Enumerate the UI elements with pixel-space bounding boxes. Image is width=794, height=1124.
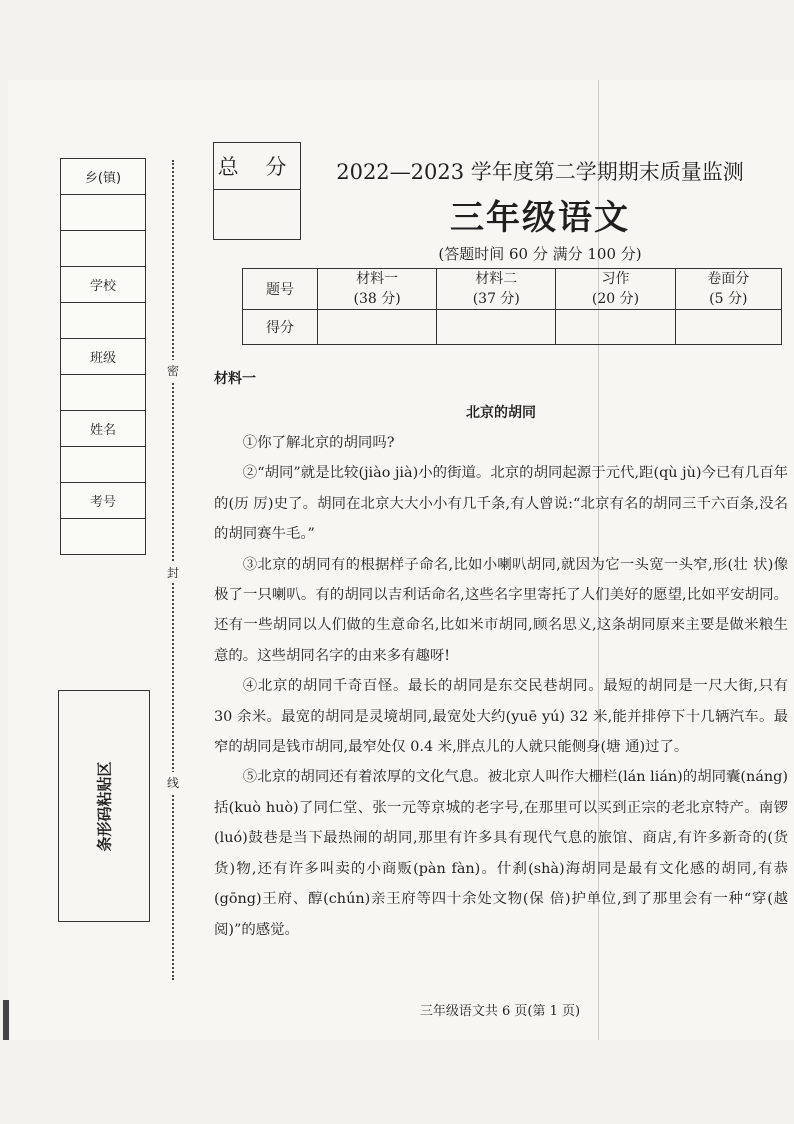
section-label: 材料一	[214, 371, 256, 387]
col-name: 材料二	[475, 271, 518, 287]
exam-number-label: 考号	[61, 483, 145, 519]
edge-mark	[3, 1000, 9, 1040]
school-field[interactable]	[61, 303, 145, 339]
paragraph-3: ③北京的胡同有的根据样子命名,比如小喇叭胡同,就因为它一头宽一头窄,形(壮 状)像极了一只喇叭。有的胡同以吉利话命名,这些名字里寄托了人们美好的愿望,比如平安胡同。还有一些胡同以人们做的生意命名,比如米市胡同,顾名思义,这条胡同原来主要是做米粮生意的。这些胡同名字的由来多有趣呀!	[214, 556, 788, 664]
barcode-area	[58, 690, 150, 922]
score-cell[interactable]	[556, 310, 675, 345]
col-points: (20 分)	[591, 291, 640, 307]
article-title: 北京的胡同	[466, 405, 536, 421]
seal-char-mi: 密	[167, 360, 179, 381]
paragraph-1: ①你了解北京的胡同吗?	[242, 435, 395, 451]
col-name: 习作	[601, 271, 630, 287]
score-cell[interactable]	[318, 310, 437, 345]
score-col-neatness	[675, 269, 781, 310]
col-name: 卷面分	[707, 271, 750, 287]
town-field-extra[interactable]	[61, 231, 145, 267]
score-col-material2	[437, 269, 556, 310]
score-row-header: 得分	[243, 310, 318, 345]
exam-title: 2022—2023 学年度第二学期期末质量监测	[336, 160, 744, 184]
name-field[interactable]	[61, 447, 145, 483]
score-table	[242, 268, 782, 345]
question-number-header: 题号	[243, 269, 318, 310]
col-points: (37 分)	[472, 291, 520, 307]
school-label: 学校	[61, 267, 145, 303]
col-name: 材料一	[356, 271, 399, 287]
student-info-column	[60, 158, 146, 555]
score-col-material1	[318, 269, 437, 310]
total-score-box	[213, 142, 301, 240]
score-cell[interactable]	[675, 310, 781, 345]
town-field[interactable]	[61, 195, 145, 231]
page-footer: 三年级语文共 6 页(第 1 页)	[419, 1004, 581, 1019]
article-body	[214, 428, 788, 945]
exam-number-field[interactable]	[61, 519, 145, 554]
score-table-header-row	[243, 269, 782, 310]
class-field[interactable]	[61, 375, 145, 411]
paragraph-2: ②“胡同”就是比较(jiào jià)小的街道。北京的胡同起源于元代,距(qù jù)今已有几百年的(历 厉)史了。胡同在北京大大小小有几千条,有人曾说:“北京有名的胡同三千六百条,没名的胡同赛牛毛。”	[214, 465, 788, 543]
total-score-field[interactable]	[214, 190, 300, 238]
score-cell[interactable]	[437, 310, 556, 345]
paragraph-5: ⑤北京的胡同还有着浓厚的文化气息。被北京人叫作大栅栏(lán lián)的胡同囊(náng)括(kuò huò)了同仁堂、张一元等京城的老字号,在那里可以买到正宗的老北京特产。南锣(luó)鼓巷是当下最热闹的胡同,那里有许多具有现代气息的旅馆、商店,有许多新奇的(货 货)物,还有许多叫卖的小商贩(pàn fàn)。什刹(shà)海胡同是最有文化感的胡同,有恭(gōng)王府、醇(chún)亲王府等四十余处文物(保 倍)护单位,到了那里会有一种“穿(越 阅)”的感觉。	[214, 769, 788, 938]
exam-subtitle: (答题时间 60 分 满分 100 分)	[438, 245, 642, 263]
class-label: 班级	[61, 339, 145, 375]
seal-char-xian: 线	[167, 772, 179, 793]
barcode-label: 条形码粘贴区	[95, 760, 114, 852]
name-label: 姓名	[61, 411, 145, 447]
town-label: 乡(镇)	[61, 159, 145, 195]
col-points: (38 分)	[353, 291, 401, 307]
seal-char-feng: 封	[167, 562, 179, 583]
paragraph-4: ④北京的胡同千奇百怪。最长的胡同是东交民巷胡同。最短的胡同是一尺大街,只有 30 余米。最宽的胡同是灵境胡同,最宽处大约(yuē yú) 32 米,能并排停下十几辆汽车。最窄的胡同是钱市胡同,最窄处仅 0.4 米,胖点儿的人就只能侧身(塘 通)过了。	[214, 678, 788, 756]
total-score-label: 总 分	[214, 143, 300, 190]
col-points: (5 分)	[709, 291, 748, 307]
score-col-writing	[556, 269, 675, 310]
grade-title: 三年级语文	[450, 198, 630, 238]
score-table-score-row	[243, 310, 782, 345]
